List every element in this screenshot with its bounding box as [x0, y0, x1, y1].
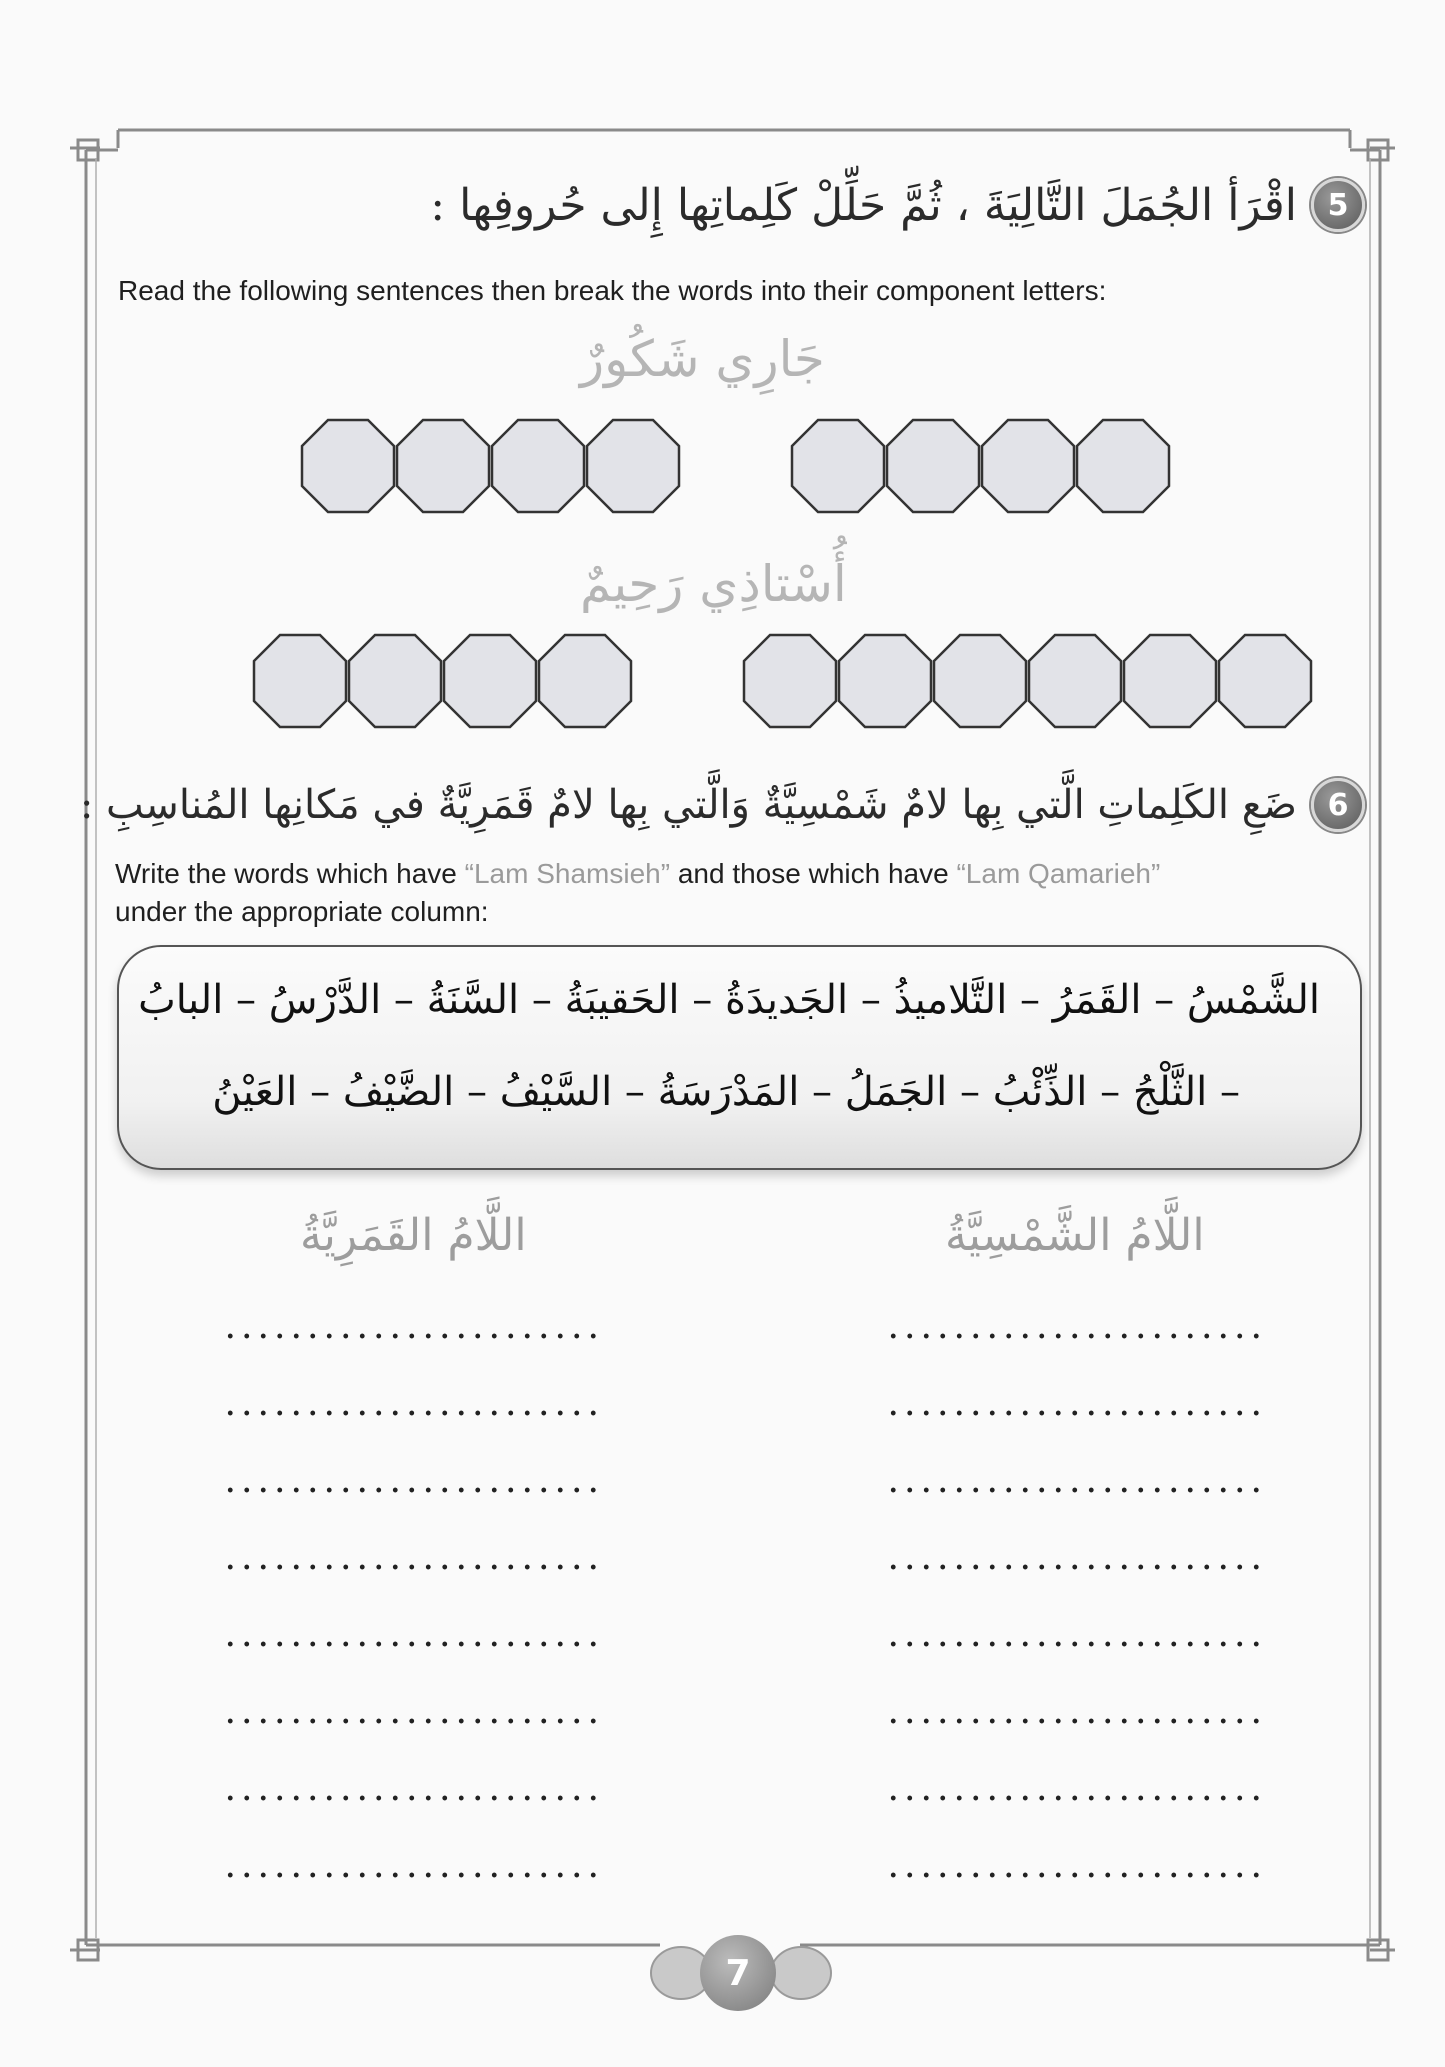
letter-box[interactable] [490, 418, 586, 514]
letter-box[interactable] [742, 633, 838, 729]
exercise-number-badge: 6 [1311, 778, 1365, 832]
page-number: 7 [700, 1935, 776, 2011]
exercise-instruction-en: Read the following sentences then break the words into their component letters: [118, 275, 1107, 306]
letter-boxes-word-2-right [790, 418, 1170, 514]
letter-box[interactable] [300, 418, 396, 514]
letter-box[interactable] [347, 633, 443, 729]
answer-line-shamsiya[interactable] [885, 1564, 1265, 1570]
answer-line-qamariya[interactable] [222, 1718, 602, 1724]
phrase-1: جَارِي شَكُورٌ [580, 330, 825, 388]
letter-box[interactable] [1217, 633, 1313, 729]
answer-line-qamariya[interactable] [222, 1333, 602, 1339]
answer-line-qamariya[interactable] [222, 1564, 602, 1570]
answer-line-qamariya[interactable] [222, 1487, 602, 1493]
answer-line-shamsiya[interactable] [885, 1718, 1265, 1724]
letter-box[interactable] [790, 418, 886, 514]
letter-box[interactable] [252, 633, 348, 729]
instruction-text: under the appropriate column: [115, 896, 489, 927]
word-bank-line-2: – الثَّلْجُ – الذِّئْبُ – الجَمَلُ – المَدْرَسَةُ – السَّيْفُ – الضَّيْفُ – العَيْنُ [212, 1069, 1240, 1115]
exercise-title-ar: ضَعِ الكَلِماتِ الَّتي بِها لامٌ شَمْسِيَّةٌ وَالَّتي بِها لامٌ قَمَرِيَّةٌ في مَكانِها المُناسِبِ : [79, 782, 1297, 828]
letter-box[interactable] [537, 633, 633, 729]
answer-line-shamsiya[interactable] [885, 1487, 1265, 1493]
answer-line-qamariya[interactable] [222, 1872, 602, 1878]
answer-line-shamsiya[interactable] [885, 1641, 1265, 1647]
letter-box[interactable] [885, 418, 981, 514]
letter-box[interactable] [932, 633, 1028, 729]
answer-line-qamariya[interactable] [222, 1410, 602, 1416]
letter-box[interactable] [1075, 418, 1171, 514]
exercise-title-ar: اقْرَأ الجُمَلَ التَّالِيَةَ ، ثُمَّ حَلِّلْ كَلِماتِها إِلى حُروفِها : [430, 179, 1297, 231]
letter-box[interactable] [1122, 633, 1218, 729]
lam-shamsieh-label: “Lam Shamsieh” [464, 858, 671, 889]
phrase-2: أُسْتاذِي رَحِيمٌ [580, 555, 847, 613]
letter-box[interactable] [837, 633, 933, 729]
answer-line-qamariya[interactable] [222, 1641, 602, 1647]
column-title-qamariya: اللَّامُ القَمَرِيَّةُ [300, 1210, 527, 1261]
letter-boxes-word-3-left [252, 633, 632, 729]
letter-box[interactable] [395, 418, 491, 514]
column-title-shamsiya: اللَّامُ الشَّمْسِيَّةُ [945, 1210, 1205, 1261]
letter-boxes-word-4-right [742, 633, 1312, 729]
exercise-number-badge: 5 [1311, 178, 1365, 232]
instruction-text: and those which have [670, 858, 957, 889]
exercise-instruction-en [115, 855, 1355, 931]
letter-box[interactable] [1027, 633, 1123, 729]
instruction-text: Write the words which have [115, 858, 465, 889]
answer-line-shamsiya[interactable] [885, 1872, 1265, 1878]
letter-box[interactable] [980, 418, 1076, 514]
letter-box[interactable] [585, 418, 681, 514]
exercise-6-header [80, 778, 1365, 832]
answer-line-qamariya[interactable] [222, 1795, 602, 1801]
letter-box[interactable] [442, 633, 538, 729]
answer-line-shamsiya[interactable] [885, 1333, 1265, 1339]
answer-line-shamsiya[interactable] [885, 1795, 1265, 1801]
word-bank-line-1: الشَّمْسُ – القَمَرُ – التَّلاميذُ – الجَديدَةُ – الحَقيبَةُ – السَّنَةُ – الدَّرْسُ – البابُ [138, 977, 1320, 1023]
word-bank-box [117, 945, 1362, 1170]
lam-qamarieh-label: “Lam Qamarieh” [956, 858, 1161, 889]
letter-boxes-word-1-left [300, 418, 680, 514]
answer-line-shamsiya[interactable] [885, 1410, 1265, 1416]
exercise-5-header [430, 178, 1365, 232]
